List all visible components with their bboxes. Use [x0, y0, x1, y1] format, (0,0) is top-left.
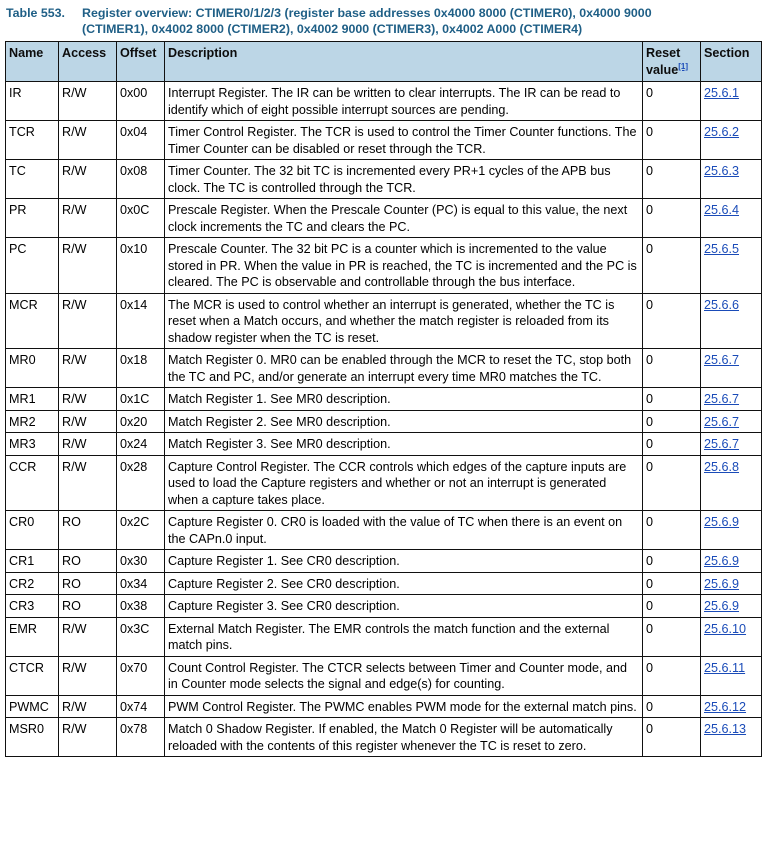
cell-reset	[643, 656, 701, 695]
cell-offset	[117, 238, 165, 294]
register-access: R/W	[62, 164, 87, 178]
section-link[interactable]: 25.6.10	[704, 621, 747, 636]
cell-offset	[117, 388, 165, 411]
register-offset: 0x2C	[120, 515, 150, 529]
cell-offset	[117, 410, 165, 433]
section-link[interactable]: 25.6.7	[704, 353, 740, 367]
cell-name	[6, 572, 59, 595]
cell-name	[6, 695, 59, 718]
register-reset-value: 0	[646, 699, 654, 714]
register-offset: 0x20	[120, 414, 148, 429]
cell-description	[165, 595, 643, 618]
register-access: R/W	[62, 203, 87, 217]
table-row	[6, 160, 762, 199]
register-name: MSR0	[9, 722, 44, 736]
cell-offset	[117, 121, 165, 160]
register-description: Capture Register 3. See CR0 description.	[168, 599, 400, 613]
cell-section	[701, 695, 762, 718]
cell-section	[701, 550, 762, 573]
register-name: CR2	[9, 576, 35, 591]
cell-reset	[643, 121, 701, 160]
register-description: Match Register 2. See MR0 description.	[168, 414, 391, 429]
cell-description	[165, 199, 643, 238]
cell-name	[6, 293, 59, 349]
cell-name	[6, 595, 59, 618]
cell-offset	[117, 550, 165, 573]
cell-reset	[643, 82, 701, 121]
cell-offset	[117, 718, 165, 757]
cell-offset	[117, 656, 165, 695]
register-name: PWMC	[9, 699, 49, 714]
header-section: Section	[701, 42, 762, 82]
register-name: CR3	[9, 599, 35, 613]
section-link[interactable]: 25.6.7	[704, 437, 740, 451]
cell-name	[6, 718, 59, 757]
table-row	[6, 121, 762, 160]
cell-description	[165, 433, 643, 456]
register-access: RO	[62, 554, 81, 568]
register-access: RO	[62, 599, 81, 613]
section-link[interactable]: 25.6.9	[704, 515, 740, 529]
register-reset-value: 0	[646, 599, 654, 613]
table-row	[6, 433, 762, 456]
register-table-body	[6, 82, 762, 757]
cell-section	[701, 121, 762, 160]
register-access: R/W	[62, 392, 87, 406]
cell-access	[59, 718, 117, 757]
section-link[interactable]: 25.6.4	[704, 203, 740, 217]
cell-name	[6, 160, 59, 199]
register-reset-value: 0	[646, 437, 654, 451]
register-description: Timer Control Register. The TCR is used to control the Timer Counter functions. The Timer Counter can be disabled or reset through the TCR.	[168, 125, 637, 156]
register-access: R/W	[62, 437, 87, 451]
register-offset: 0x0C	[120, 203, 150, 217]
cell-section	[701, 656, 762, 695]
register-description: Capture Register 2. See CR0 description.	[168, 576, 400, 591]
header-reset-value	[643, 42, 701, 82]
register-access: R/W	[62, 660, 87, 675]
register-name: MR3	[9, 437, 36, 451]
cell-section	[701, 433, 762, 456]
section-link[interactable]: 25.6.7	[704, 414, 740, 429]
cell-access	[59, 572, 117, 595]
header-offset: Offset	[117, 42, 165, 82]
register-reset-value: 0	[646, 242, 654, 256]
register-reset-value: 0	[646, 353, 654, 367]
cell-description	[165, 550, 643, 573]
register-reset-value: 0	[646, 392, 654, 406]
cell-offset	[117, 160, 165, 199]
cell-description	[165, 656, 643, 695]
cell-reset	[643, 238, 701, 294]
table-row	[6, 695, 762, 718]
table-row	[6, 511, 762, 550]
table-row	[6, 595, 762, 618]
register-name: CR1	[9, 554, 35, 568]
cell-name	[6, 433, 59, 456]
table-row	[6, 617, 762, 656]
cell-offset	[117, 455, 165, 511]
cell-name	[6, 388, 59, 411]
register-description: Timer Counter. The 32 bit TC is incremented every PR+1 cycles of the APB bus clock. The TC is controlled through the TCR.	[168, 164, 611, 195]
cell-access	[59, 511, 117, 550]
cell-access	[59, 238, 117, 294]
header-description: Description	[165, 42, 643, 82]
register-name: CR0	[9, 515, 35, 529]
table-row	[6, 82, 762, 121]
register-offset: 0x34	[120, 576, 148, 591]
cell-name	[6, 455, 59, 511]
table-row	[6, 293, 762, 349]
section-link[interactable]: 25.6.9	[704, 554, 740, 568]
register-reset-value: 0	[646, 722, 654, 736]
section-link[interactable]: 25.6.11	[704, 660, 746, 675]
cell-access	[59, 349, 117, 388]
register-access: R/W	[62, 242, 87, 256]
register-name: MR2	[9, 414, 36, 429]
register-reset-value: 0	[646, 576, 654, 591]
cell-name	[6, 121, 59, 160]
cell-reset	[643, 199, 701, 238]
section-link[interactable]: 25.6.1	[704, 86, 740, 100]
cell-section	[701, 238, 762, 294]
cell-section	[701, 160, 762, 199]
header-row	[6, 42, 762, 82]
cell-reset	[643, 595, 701, 618]
register-description: Match 0 Shadow Register. If enabled, the Match 0 Register will be automatically reloaded with the contents of this register whenever the TC is reset to zero.	[168, 722, 613, 753]
cell-access	[59, 82, 117, 121]
header-reset-line1: Reset	[646, 46, 681, 60]
register-reset-value: 0	[646, 125, 654, 139]
header-reset-line2: value	[646, 62, 679, 77]
cell-offset	[117, 433, 165, 456]
cell-reset	[643, 455, 701, 511]
register-description: Capture Control Register. The CCR controls which edges of the capture inputs are used to load the Capture registers and whether or not an interrupt is generated when a capture takes place.	[168, 459, 627, 507]
section-link[interactable]: 25.6.8	[704, 459, 740, 474]
cell-name	[6, 550, 59, 573]
cell-access	[59, 455, 117, 511]
table-caption	[6, 5, 751, 37]
register-description: The MCR is used to control whether an interrupt is generated, whether the TC is reset when a Match occurs, and whether the match register is reloaded from its shadow register when the TC is reset.	[168, 297, 615, 345]
register-description: PWM Control Register. The PWMC enables PWM mode for the external match pins.	[168, 699, 637, 714]
cell-section	[701, 572, 762, 595]
cell-access	[59, 160, 117, 199]
cell-section	[701, 388, 762, 411]
cell-section	[701, 595, 762, 618]
register-access: R/W	[62, 621, 87, 636]
register-name: TC	[9, 164, 26, 178]
cell-section	[701, 718, 762, 757]
cell-access	[59, 388, 117, 411]
register-description: External Match Register. The EMR controls the match function and the external match pins.	[168, 621, 610, 652]
register-offset: 0x24	[120, 437, 148, 451]
cell-reset	[643, 511, 701, 550]
register-access: R/W	[62, 125, 87, 139]
register-name: MCR	[9, 297, 38, 312]
cell-description	[165, 695, 643, 718]
section-link[interactable]: 25.6.9	[704, 576, 740, 591]
register-reset-value: 0	[646, 660, 654, 675]
register-access: R/W	[62, 722, 87, 736]
cell-access	[59, 199, 117, 238]
register-offset: 0x08	[120, 164, 148, 178]
cell-description	[165, 160, 643, 199]
table-row	[6, 410, 762, 433]
section-link[interactable]: 25.6.6	[704, 297, 740, 312]
register-description: Match Register 0. MR0 can be enabled through the MCR to reset the TC, stop both the TC and PC, and/or generate an interrupt every time MR0 matches the TC.	[168, 353, 632, 384]
table-row	[6, 550, 762, 573]
cell-reset	[643, 293, 701, 349]
cell-reset	[643, 388, 701, 411]
header-name: Name	[6, 42, 59, 82]
register-reset-value: 0	[646, 621, 654, 636]
cell-reset	[643, 349, 701, 388]
register-offset: 0x04	[120, 125, 148, 139]
register-name: TCR	[9, 125, 35, 139]
register-offset: 0x14	[120, 297, 148, 312]
table-row	[6, 455, 762, 511]
cell-reset	[643, 433, 701, 456]
register-description: Match Register 3. See MR0 description.	[168, 437, 391, 451]
cell-description	[165, 455, 643, 511]
register-name: MR1	[9, 392, 36, 406]
register-name: EMR	[9, 621, 37, 636]
cell-name	[6, 82, 59, 121]
table-number: Table 553.	[6, 6, 66, 20]
cell-access	[59, 656, 117, 695]
register-description: Capture Register 1. See CR0 description.	[168, 554, 400, 568]
register-reset-value: 0	[646, 164, 654, 178]
cell-section	[701, 410, 762, 433]
header-access: Access	[59, 42, 117, 82]
table-row	[6, 718, 762, 757]
register-reset-value: 0	[646, 515, 654, 529]
section-link[interactable]: 25.6.13	[704, 722, 747, 736]
register-offset: 0x74	[120, 699, 148, 714]
cell-name	[6, 410, 59, 433]
table-row	[6, 199, 762, 238]
table-row	[6, 349, 762, 388]
register-access: R/W	[62, 459, 87, 474]
cell-description	[165, 238, 643, 294]
register-access: R/W	[62, 353, 87, 367]
register-name: PR	[9, 203, 27, 217]
cell-description	[165, 82, 643, 121]
register-table	[5, 41, 762, 757]
cell-reset	[643, 695, 701, 718]
register-offset: 0x00	[120, 86, 148, 100]
register-reset-value: 0	[646, 459, 654, 474]
register-description: Prescale Counter. The 32 bit PC is a counter which is incremented to the value stored in PR. When the value in PR is reached, the TC is incremented and the PC is cleared. The PC is observable and controllable through the bus interface.	[168, 242, 637, 289]
cell-description	[165, 410, 643, 433]
cell-offset	[117, 293, 165, 349]
register-description: Interrupt Register. The IR can be written to clear interrupts. The IR can be read to identify which of eight possible interrupt sources are pending.	[168, 86, 621, 117]
register-name: PC	[9, 242, 27, 256]
table-row	[6, 656, 762, 695]
register-reset-value: 0	[646, 297, 654, 312]
cell-description	[165, 349, 643, 388]
cell-offset	[117, 695, 165, 718]
register-offset: 0x78	[120, 722, 148, 736]
register-access: RO	[62, 515, 81, 529]
cell-section	[701, 511, 762, 550]
register-reset-value: 0	[646, 554, 654, 568]
register-access: R/W	[62, 86, 87, 100]
register-offset: 0x10	[120, 242, 148, 256]
caption-line-2: (CTIMER1), 0x4002 8000 (CTIMER2), 0x4002 9000 (CTIMER3), 0x4002 A000 (CTIMER4)	[82, 22, 583, 36]
cell-description	[165, 293, 643, 349]
cell-name	[6, 656, 59, 695]
cell-access	[59, 550, 117, 573]
cell-reset	[643, 572, 701, 595]
cell-name	[6, 238, 59, 294]
cell-description	[165, 718, 643, 757]
register-reset-value: 0	[646, 203, 654, 217]
register-description: Prescale Register. When the Prescale Counter (PC) is equal to this value, the next clock increments the TC and clears the PC.	[168, 203, 628, 234]
cell-description	[165, 617, 643, 656]
register-offset: 0x38	[120, 599, 148, 613]
register-name: IR	[9, 86, 22, 100]
register-name: CCR	[9, 459, 37, 474]
register-reset-value: 0	[646, 414, 654, 429]
register-offset: 0x30	[120, 554, 148, 568]
cell-reset	[643, 550, 701, 573]
register-reset-value: 0	[646, 86, 654, 100]
cell-offset	[117, 617, 165, 656]
cell-access	[59, 695, 117, 718]
cell-reset	[643, 718, 701, 757]
cell-reset	[643, 160, 701, 199]
cell-access	[59, 410, 117, 433]
cell-access	[59, 617, 117, 656]
section-link[interactable]: 25.6.12	[704, 699, 747, 714]
cell-section	[701, 199, 762, 238]
section-link[interactable]: 25.6.3	[704, 164, 740, 178]
cell-name	[6, 349, 59, 388]
section-link[interactable]: 25.6.2	[704, 125, 740, 139]
cell-offset	[117, 572, 165, 595]
cell-offset	[117, 199, 165, 238]
cell-name	[6, 511, 59, 550]
cell-offset	[117, 82, 165, 121]
table-row	[6, 572, 762, 595]
register-offset: 0x3C	[120, 621, 150, 636]
cell-name	[6, 617, 59, 656]
cell-description	[165, 121, 643, 160]
cell-offset	[117, 595, 165, 618]
register-name: CTCR	[9, 660, 44, 675]
register-offset: 0x1C	[120, 392, 150, 406]
cell-access	[59, 293, 117, 349]
cell-offset	[117, 349, 165, 388]
caption-line-1: Register overview: CTIMER0/1/2/3 (register base addresses 0x4000 8000 (CTIMER0), 0x4000 9000	[82, 6, 652, 20]
cell-access	[59, 433, 117, 456]
cell-section	[701, 293, 762, 349]
table-row	[6, 238, 762, 294]
cell-section	[701, 617, 762, 656]
register-offset: 0x70	[120, 660, 148, 675]
register-access: R/W	[62, 297, 87, 312]
register-name: MR0	[9, 353, 36, 367]
register-access: RO	[62, 576, 81, 591]
cell-section	[701, 349, 762, 388]
section-link[interactable]: 25.6.7	[704, 392, 740, 406]
register-description: Match Register 1. See MR0 description.	[168, 392, 391, 406]
register-access: R/W	[62, 699, 87, 714]
cell-reset	[643, 410, 701, 433]
register-description: Capture Register 0. CR0 is loaded with the value of TC when there is an event on the CAPn.0 input.	[168, 515, 623, 546]
cell-description	[165, 572, 643, 595]
footnote-link[interactable]: [1]	[678, 61, 688, 71]
cell-offset	[117, 511, 165, 550]
register-access: R/W	[62, 414, 87, 429]
register-description: Count Control Register. The CTCR selects between Timer and Counter mode, and in Counter mode selects the signal and edge(s) for counting.	[168, 660, 627, 691]
register-offset: 0x18	[120, 353, 148, 367]
section-link[interactable]: 25.6.5	[704, 242, 740, 256]
cell-reset	[643, 617, 701, 656]
cell-access	[59, 121, 117, 160]
cell-description	[165, 388, 643, 411]
cell-access	[59, 595, 117, 618]
table-row	[6, 388, 762, 411]
cell-section	[701, 455, 762, 511]
cell-name	[6, 199, 59, 238]
cell-description	[165, 511, 643, 550]
cell-section	[701, 82, 762, 121]
register-offset: 0x28	[120, 459, 148, 474]
section-link[interactable]: 25.6.9	[704, 599, 740, 613]
